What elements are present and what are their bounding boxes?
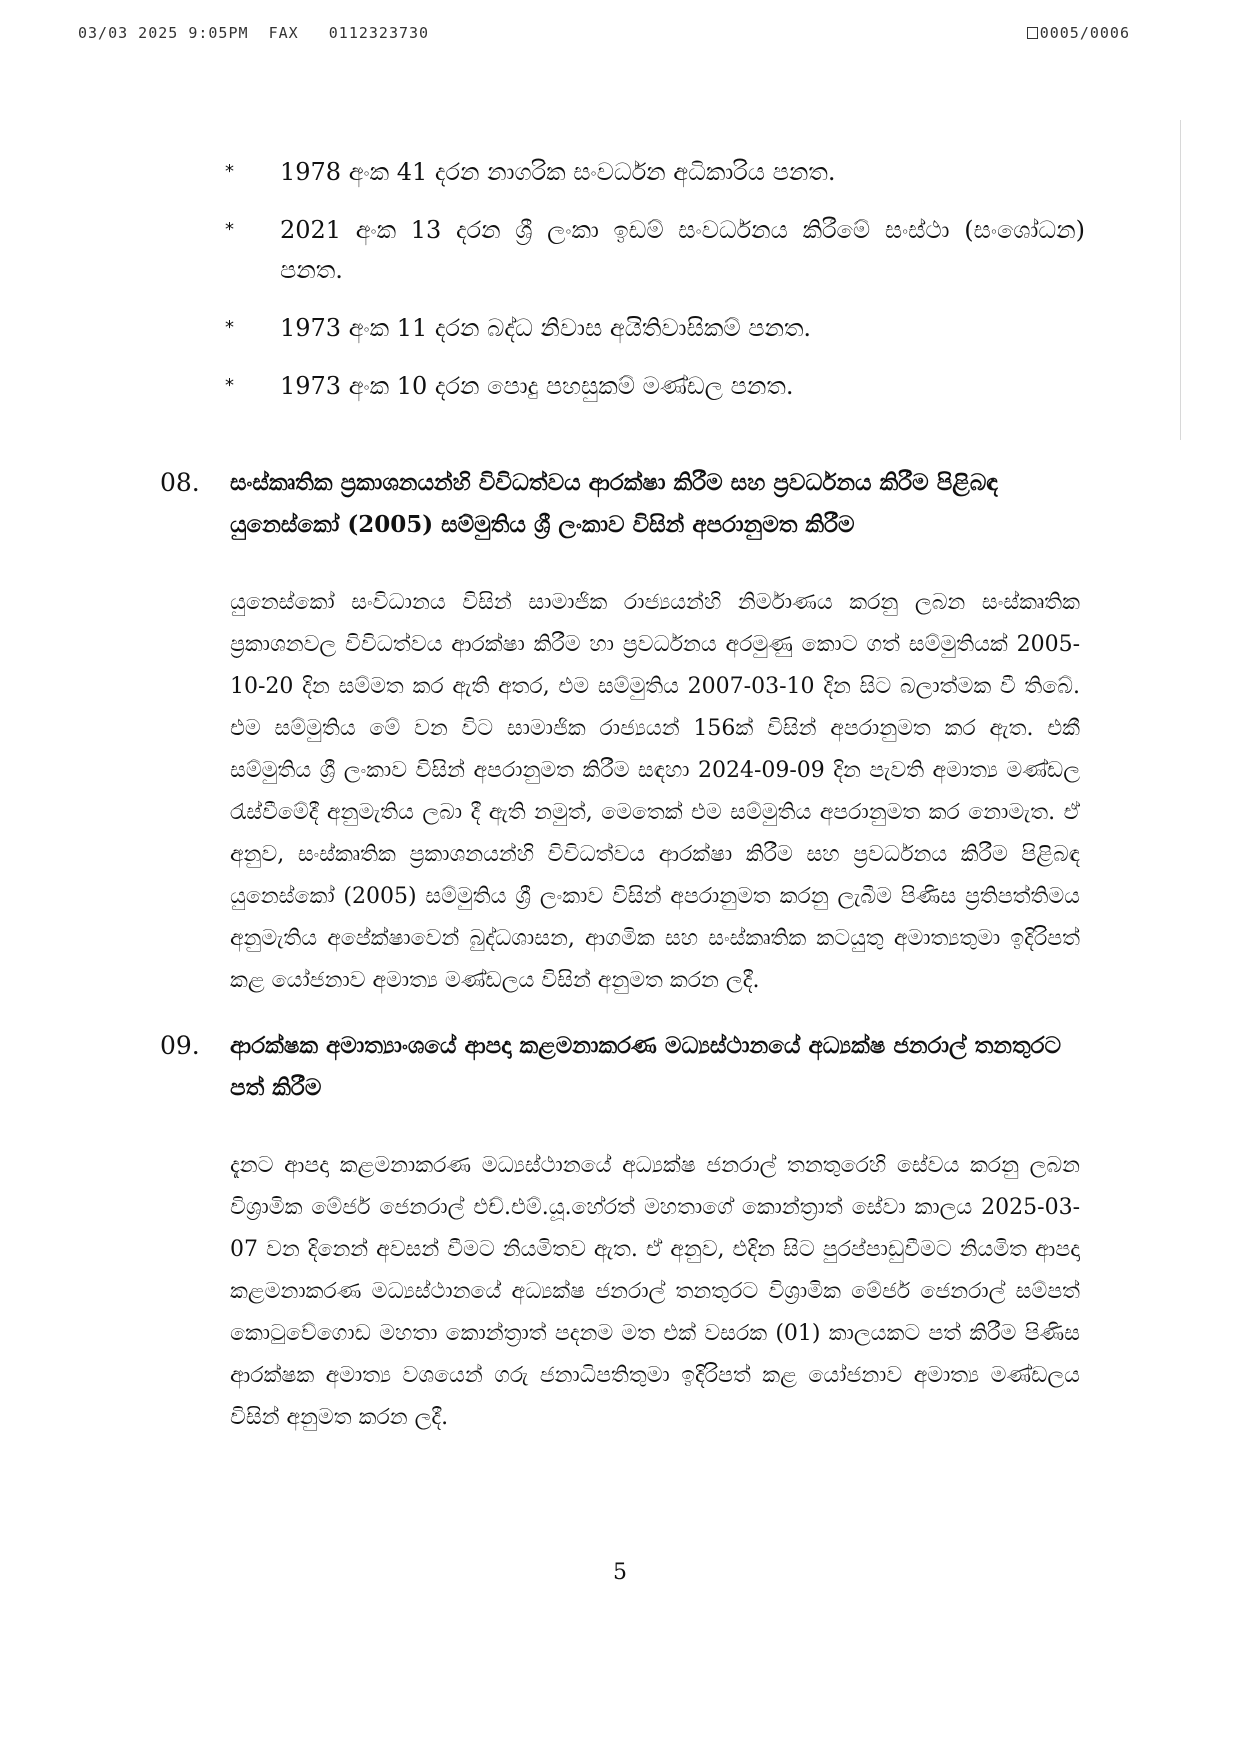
section-number: 08. [160, 468, 200, 497]
section-body: දැනට ආපදා කළමනාකරණ මධ්‍යස්ථානයේ අධ්‍යක්ෂ ජනරාල් තනතුරෙහි සේවය කරනු ලබන විශ්‍රාමික මේජර් ජෙනරාල් එච්.එම්.යූ.හේරත් මහතාගේ කොන්ත්‍රාත් සේවා කාලය 2025-03-07 වන දිනෙන් අවසන් වීමට නියමිතව ඇත. ඒ අනුව, එදින සිට පුරප්පාඩුවීමට නියමිත ආපදා කළමනාකරණ මධ්‍යස්ථානයේ අධ්‍යක්ෂ ජනරාල් තනතුරට විශ්‍රාමික මේජර් ජෙනරාල් සම්පත් කොටුවේගොඩ මහතා කොන්ත්‍රාත් පදනම මත එක් වසරක (01) කාලයකට පත් කිරීම පිණිස ආරක්ෂක අමාත්‍ය වශයෙන් ගරු ජනාධිපතිතුමා ඉදිරිපත් කළ යෝජනාව අමාත්‍ය මණ්ඩලය විසින් අනුමත කරන ලදී. [230, 1153, 1080, 1430]
fax-page-icon [1027, 27, 1038, 39]
bullet-text: 2021 අංක 13 දරන ශ්‍රී ලංකා ඉඩම් සංවර්ධනය කිරීමේ සංස්ථා (සංශෝධන) පනත. [280, 216, 1085, 284]
section-title: සංස්කෘතික ප්‍රකාශනයන්හි විවිධත්වය ආරක්ෂා කිරීම සහ ප්‍රවර්ධනය කිරීම පිළිබඳ යුනෙස්කෝ (2005) සම්මුතිය ශ්‍රී ලංකාව විසින් අපරානුමත කිරීම [230, 469, 998, 538]
section-heading [160, 462, 1080, 546]
list-item [225, 210, 1085, 290]
list-item [225, 152, 1085, 192]
fax-header [78, 24, 1130, 48]
section-heading [160, 1025, 1080, 1109]
section-body: යුනෙස්කෝ සංවිධානය විසින් සාමාජික රාජ්‍යයන්හි නිර්මාණය කරනු ලබන සංස්කෘතික ප්‍රකාශනවල විවිධත්වය ආරක්ෂා කිරීම හා ප්‍රවර්ධනය අරමුණු කොට ගත් සම්මුතියක් 2005-10-20 දින සම්මත කර ඇති අතර, එම සම්මුතිය 2007-03-10 දින සිට බලාත්මක වී තිබේ. එම සම්මුතිය මේ වන විට සාමාජික රාජ්‍යයන් 156ක් විසින් අපරානුමත කර ඇත. එකී සම්මුතිය ශ්‍රී ලංකාව විසින් අපරානුමත කිරීම සඳහා 2024-09-09 දින පැවති අමාත්‍ය මණ්ඩල රැස්වීමේදී අනුමැතිය ලබා දී ඇති නමුත්, මෙතෙක් එම සම්මුතිය අපරානුමත කර නොමැත. ඒ අනුව, සංස්කෘතික ප්‍රකාශනයන්හි විවිධත්වය ආරක්ෂා කිරීම සහ ප්‍රවර්ධනය කිරීම පිළිබඳ යුනෙස්කෝ (2005) සම්මුතිය ශ්‍රී ලංකාව විසින් අපරානුමත කරනු ලැබීම පිණිස ප්‍රතිපත්තිමය අනුමැතිය අපේක්ෂාවෙන් බුද්ධශාසන, ආගමික සහ සංස්කෘතික කටයුතු අමාත්‍යතුමා ඉදිරිපත් කළ යෝජනාව අමාත්‍ය මණ්ඩලය විසින් අනුමත කරන ලදී. [230, 590, 1080, 993]
fax-page-counter: 0005/0006 [1039, 24, 1130, 42]
fax-header-left [78, 24, 429, 42]
section-title: ආරක්ෂක අමාත්‍යාංශයේ ආපදා කළමනාකරණ මධ්‍යස්ථානයේ අධ්‍යක්ෂ ජනරාල් තනතුරට පත් කිරීම [230, 1032, 1062, 1101]
section-number: 09. [160, 1031, 200, 1060]
section-09 [160, 1025, 1080, 1439]
fax-datetime: 03/03 2025 9:05PM [78, 24, 249, 42]
bullet-text: 1973 අංක 10 දරන පොදු පහසුකම් මණ්ඩල පනත. [280, 372, 794, 400]
page-number: 5 [613, 1560, 627, 1585]
bullet-marker: * [225, 219, 234, 240]
bullet-text: 1978 අංක 41 දරන නාගරික සංවර්ධන අධිකාරිය පනත. [280, 158, 836, 186]
bullet-marker: * [225, 317, 234, 338]
bullet-marker: * [225, 375, 234, 396]
list-item [225, 366, 1085, 406]
bullet-list [225, 152, 1085, 424]
scan-artifact-line [1180, 120, 1181, 440]
fax-header-right [1027, 24, 1130, 42]
list-item [225, 308, 1085, 348]
bullet-marker: * [225, 161, 234, 182]
section-08 [160, 462, 1080, 1002]
bullet-text: 1973 අංක 11 දරන බද්ධ නිවාස අයිතිවාසිකම් පනත. [280, 314, 812, 342]
fax-number: 0112323730 [328, 24, 430, 42]
fax-label: FAX [268, 24, 299, 42]
